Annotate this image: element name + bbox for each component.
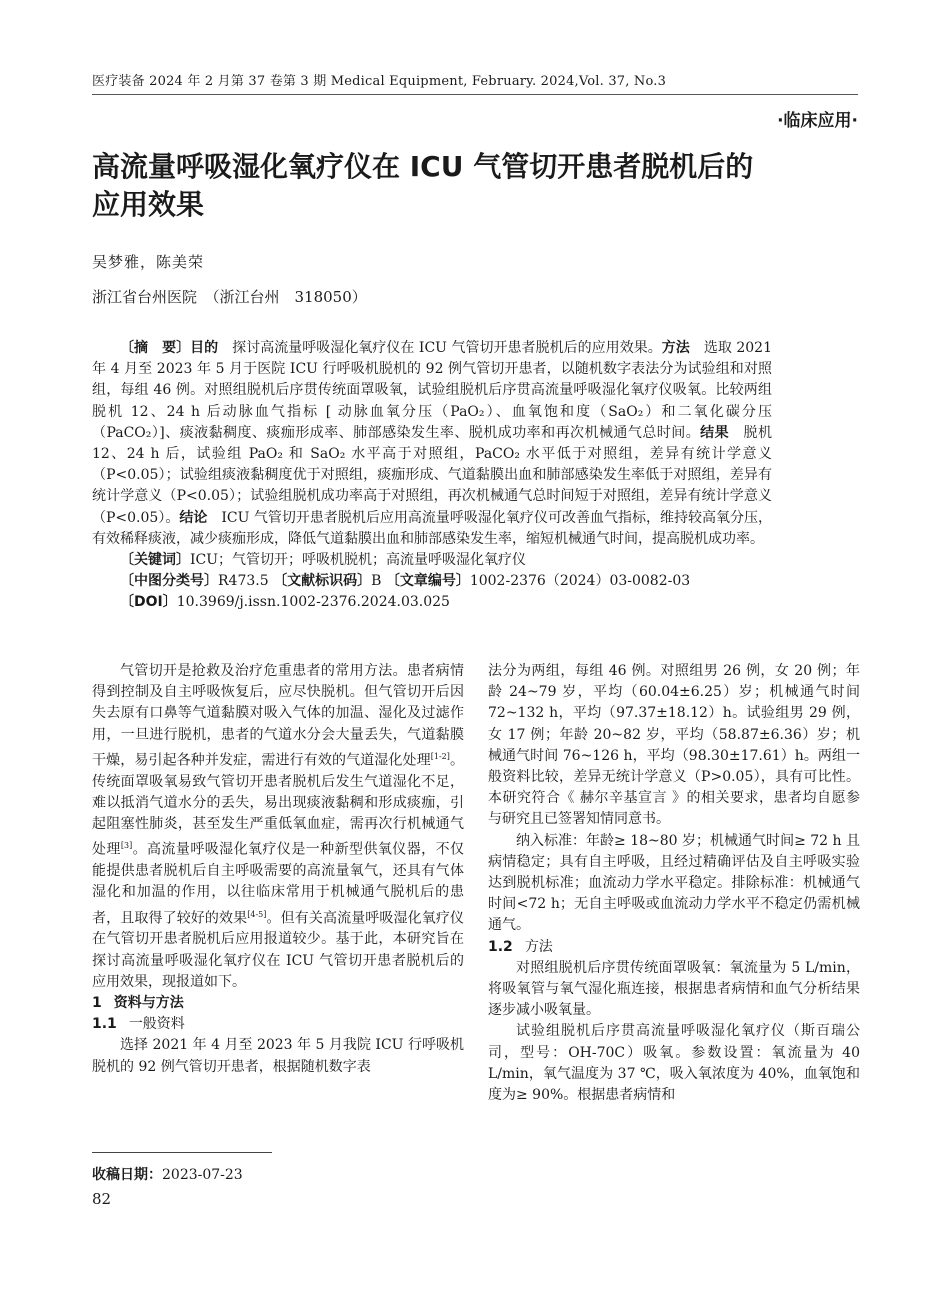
header-rule [92, 94, 858, 95]
citation: [4-5] [247, 909, 267, 919]
subsection-heading-1-1 [92, 1014, 464, 1035]
received-label: 收稿日期： [92, 1167, 162, 1183]
subsection-heading-1-2 [488, 937, 860, 958]
articleno-label: 〔文章编号〕 [385, 573, 470, 590]
keywords-line [92, 550, 772, 571]
subsection-number: 1.1 [92, 1016, 117, 1033]
conclusion-label: 结论 [179, 509, 208, 526]
abstract [92, 338, 772, 614]
footnote-rule [92, 1152, 272, 1153]
right-column [488, 661, 860, 1106]
doccode: B [371, 573, 382, 590]
left-column [92, 661, 464, 1078]
results-label: 结果 [700, 424, 730, 441]
received-value: 2023-07-23 [162, 1167, 243, 1183]
title-line-2: 应用效果 [92, 188, 205, 221]
title-line-1: 高流量呼吸湿化氧疗仪在 ICU 气管切开患者脱机后的 [92, 150, 754, 183]
section-tag: ·临床应用· [777, 111, 858, 131]
abstract-body [92, 338, 772, 550]
general-paragraph: 选择 2021 年 4 月至 2023 年 5 月我院 ICU 行呼吸机脱机的 92 例气管切开患者，根据随机数字表 [92, 1037, 464, 1075]
keywords-label: 〔关键词〕 [120, 552, 190, 569]
section-heading-1 [92, 993, 464, 1014]
articleno: 1002-2376（2024）03-0082-03 [469, 573, 691, 590]
affiliation: 浙江省台州医院 （浙江台州 318050） [92, 288, 367, 306]
subsection-number: 1.2 [488, 938, 513, 955]
results-text: 脱机 12、24 h 后，试验组 PaO₂ 和 SaO₂ 水平高于对照组，PaCO₂ 水平低于对照组，差异有统计学意义（P<0.05）；试验组痰液黏稠度优于对照组，痰痂形成、气道黏膜出血和肺部感染发生率低于对照组，差异有统计学意义（P<0.05）；试验组脱机成功率高于对照组，再次机械通气总时间短于对照组，差异有统计学意义（P<0.05）。 [92, 424, 773, 526]
section-title: 资料与方法 [113, 995, 184, 1012]
conclusion-text: ICU 气管切开患者脱机后应用高流量呼吸湿化氧疗仪可改善血气指标，维持较高氧分压，有效稀释痰液，减少痰痂形成，降低气道黏膜出血和肺部感染发生率，缩短机械通气时间，提高脱机成功率。 [92, 509, 772, 547]
control-method-paragraph: 对照组脱机后序贯传统面罩吸氧：氧流量为 5 L/min，将吸氧管与氧气湿化瓶连接，根据患者病情和血气分析结果逐步减小吸氧量。 [488, 959, 860, 1019]
intro-paragraph [92, 661, 464, 993]
intro-text-3: 。高流量呼吸湿化氧疗仪是一种新型供氧仪器，不仅能提供患者脱机后自主呼吸需要的高流量氧气，还具有气体湿化和加温的作用，以往临床常用于机械通气脱机后的患者，且取得了较好的效果 [92, 841, 465, 927]
trial-method-paragraph: 试验组脱机后序贯高流量呼吸湿化氧疗仪（斯百瑞公司，型号：OH-70C）吸氧。参数设置：氧流量为 40 L/min，氧气温度为 37 ℃，吸入氧浓度为 40%，血氧饱和度为≥ 90%。根据患者病情和 [488, 1023, 860, 1104]
section-number: 1 [92, 995, 102, 1012]
keywords: ICU；气管切开；呼吸机脱机；高流量呼吸湿化氧疗仪 [190, 552, 527, 569]
clc-label: 〔中图分类号〕 [120, 573, 218, 590]
objective-label: 目的 [190, 340, 219, 356]
inclusion-paragraph: 纳入标准：年龄≥ 18~80 岁；机械通气时间≥ 72 h 且病情稳定；具有自主呼吸，且经过精确评估及自主呼吸实验达到脱机标准；血流动力学水平稳定。排除标准：机械通气时间<72 h；无自主呼吸或血流动力学水平不稳定仍需机械通气。 [488, 832, 860, 934]
article-title [92, 148, 852, 224]
doi-line [92, 592, 772, 613]
methods-text: 选取 2021 年 4 月至 2023 年 5 月于医院 ICU 行呼吸机脱机的 92 例气管切开患者，以随机数字表法分为试验组和对照组，每组 46 例。对照组脱机后序贯传统面罩吸氧，试验组脱机后序贯高流量呼吸湿化氧疗仪吸氧。比较两组脱机 12、24 h 后动脉血气指标 [ 动脉血氧分压（PaO₂）、血氧饱和度（SaO₂）和二氧化碳分压（PaCO₂）]、痰液黏稠度、痰痂形成率、肺部感染发生率、脱机成功率和再次机械通气总时间。 [92, 340, 772, 441]
doi: 10.3969/j.issn.1002-2376.2024.03.025 [176, 594, 450, 611]
clc: R473.5 [218, 573, 269, 590]
methods-label: 方法 [661, 340, 690, 356]
abstract-label: 〔摘 要〕 [120, 340, 191, 356]
subsection-title: 方法 [524, 938, 553, 955]
received-date [92, 1164, 243, 1184]
authors: 吴梦雅，陈美荣 [92, 253, 205, 271]
objective-text: 探讨高流量呼吸湿化氧疗仪在 ICU 气管切开患者脱机后的应用效果。 [218, 340, 662, 356]
intro-text-4: 。但有关高流量呼吸湿化氧疗仪在气管切开患者脱机后应用报道较少。基于此，本研究旨在探讨高流量呼吸湿化氧疗仪在 ICU 气管切开患者脱机后的应用效果，现报道如下。 [92, 910, 464, 990]
citation: [3] [120, 841, 133, 851]
doccode-label: 〔文献标识码〕 [273, 573, 372, 590]
subsection-title: 一般资料 [128, 1016, 185, 1033]
page-number: 82 [92, 1190, 112, 1208]
running-header: 医疗装备 2024 年 2 月第 37 卷第 3 期 Medical Equipment, February. 2024,Vol. 37, No.3 [92, 74, 667, 89]
intro-text-2: 。传统面罩吸氧易致气管切开患者脱机后发生气道湿化不足，难以抵消气道水分的丢失，易出现痰液黏稠和形成痰痂，引起阻塞性肺炎，甚至发生严重低氧血症，需再次行机械通气处理 [92, 752, 465, 858]
doi-label: 〔DOI〕 [120, 594, 177, 611]
general-paragraph-continued: 法分为两组，每组 46 例。对照组男 26 例，女 20 例；年龄 24~79 岁，平均（60.04±6.25）岁；机械通气时间 72~132 h，平均（97.37±18.12）h。试验组男 29 例，女 17 例；年龄 20~82 岁，平均（58.87±6.36）岁；机械通气时间 76~126 h，平均（98.30±17.61）h。两组一般资料比较，差异无统计学意义（P>0.05），具有可比性。本研究符合《 赫尔辛基宣言 》的相关要求，患者均自愿参与研究且已签署知情同意书。 [488, 663, 860, 828]
intro-text-1: 气管切开是抢救及治疗危重患者的常用方法。患者病情得到控制及自主呼吸恢复后，应尽快脱机。但气管切开后因失去原有口鼻等气道黏膜对吸入气体的加温、湿化及过滤作用，一旦进行脱机，患者的气道水分会大量丢失，气道黏膜干燥，易引起各种并发症，需进行有效的气道湿化处理 [92, 663, 464, 769]
classification-line [92, 571, 772, 592]
citation: [1-2] [430, 751, 450, 761]
